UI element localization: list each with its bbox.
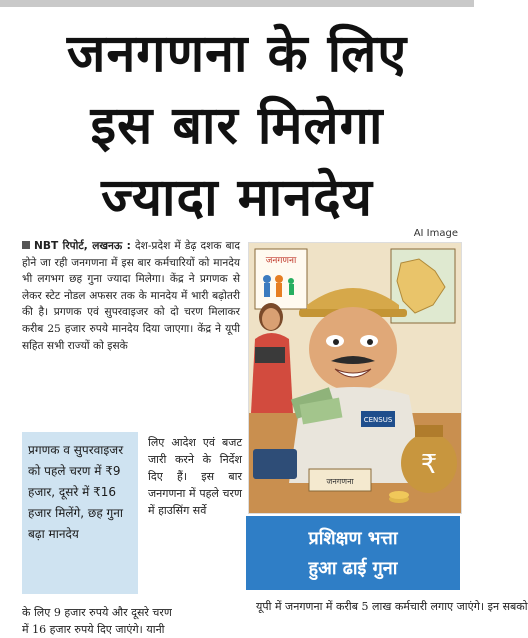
article-column-continuation: लिए आदेश एवं बजट जारी करने के निर्देश दिए हैं। इस बार जनगणना में पहले चरण में हाउसिंग सर्वे — [148, 436, 242, 517]
callout-box — [22, 432, 138, 594]
poster-title: जनगणना — [265, 256, 297, 266]
ai-image-label: AI Image — [413, 228, 458, 239]
cartoon-illustration — [248, 242, 462, 514]
article-bottom-line: के लिए 9 हजार रुपये और दूसरे चरण — [22, 606, 172, 619]
headline-line-2: इस बार मिलेगा — [90, 96, 384, 156]
headline-line-1: जनगणना के लिए — [66, 24, 408, 84]
rupee-icon: ₹ — [420, 450, 438, 480]
headline-line-3: ज्यादा मानदेय — [101, 168, 373, 228]
headline — [0, 18, 474, 234]
banner-line-1: प्रशिक्षण भत्ता — [308, 528, 398, 549]
sidebar-banner — [246, 516, 460, 590]
sidebar-body: यूपी में जनगणना में करीब 5 लाख कर्मचारी लगाए जाएंगे। इन सबको — [256, 600, 528, 613]
bullet-square-icon — [22, 241, 30, 249]
files-label: जनगणना — [326, 477, 354, 486]
article-bottom-line-2: में 16 हजार रुपये दिए जाएंगे। यानी — [22, 623, 165, 636]
badge-text: CENSUS — [363, 416, 393, 424]
callout-text: प्रगणक व सुपरवाइजर को पहले चरण में ₹9 हजार, दूसरे में ₹16 हजार मिलेंगे, छह गुना बढ़ा मानदेय — [28, 443, 124, 541]
census-worker-cartoon — [249, 243, 461, 513]
article-paragraph: देश-प्रदेश में डेढ़ दशक बाद होने जा रही जनगणना में इस बार कर्मचारियों को मानदेय भी लगभग छह गुना ज्यादा मिलेगा। केंद्र ने प्रगणक से लेकर स्टेट नोडल अफसर तक के मानदेय में भारी बढ़ोतरी की है। प्रगणक एवं सुपरवाइजर को दो चरण मिलाकर करीब 25 हजार रुपये मानदेय दिया जाएगा। केंद्र ने यूपी सहित सभी राज्यों को इसके — [22, 240, 241, 352]
article-dateline: NBT रिपोर्ट, लखनऊ : — [34, 240, 131, 252]
article-body — [22, 238, 240, 354]
banner-line-2: हुआ ढाई गुना — [308, 558, 398, 579]
top-bar — [0, 0, 474, 7]
